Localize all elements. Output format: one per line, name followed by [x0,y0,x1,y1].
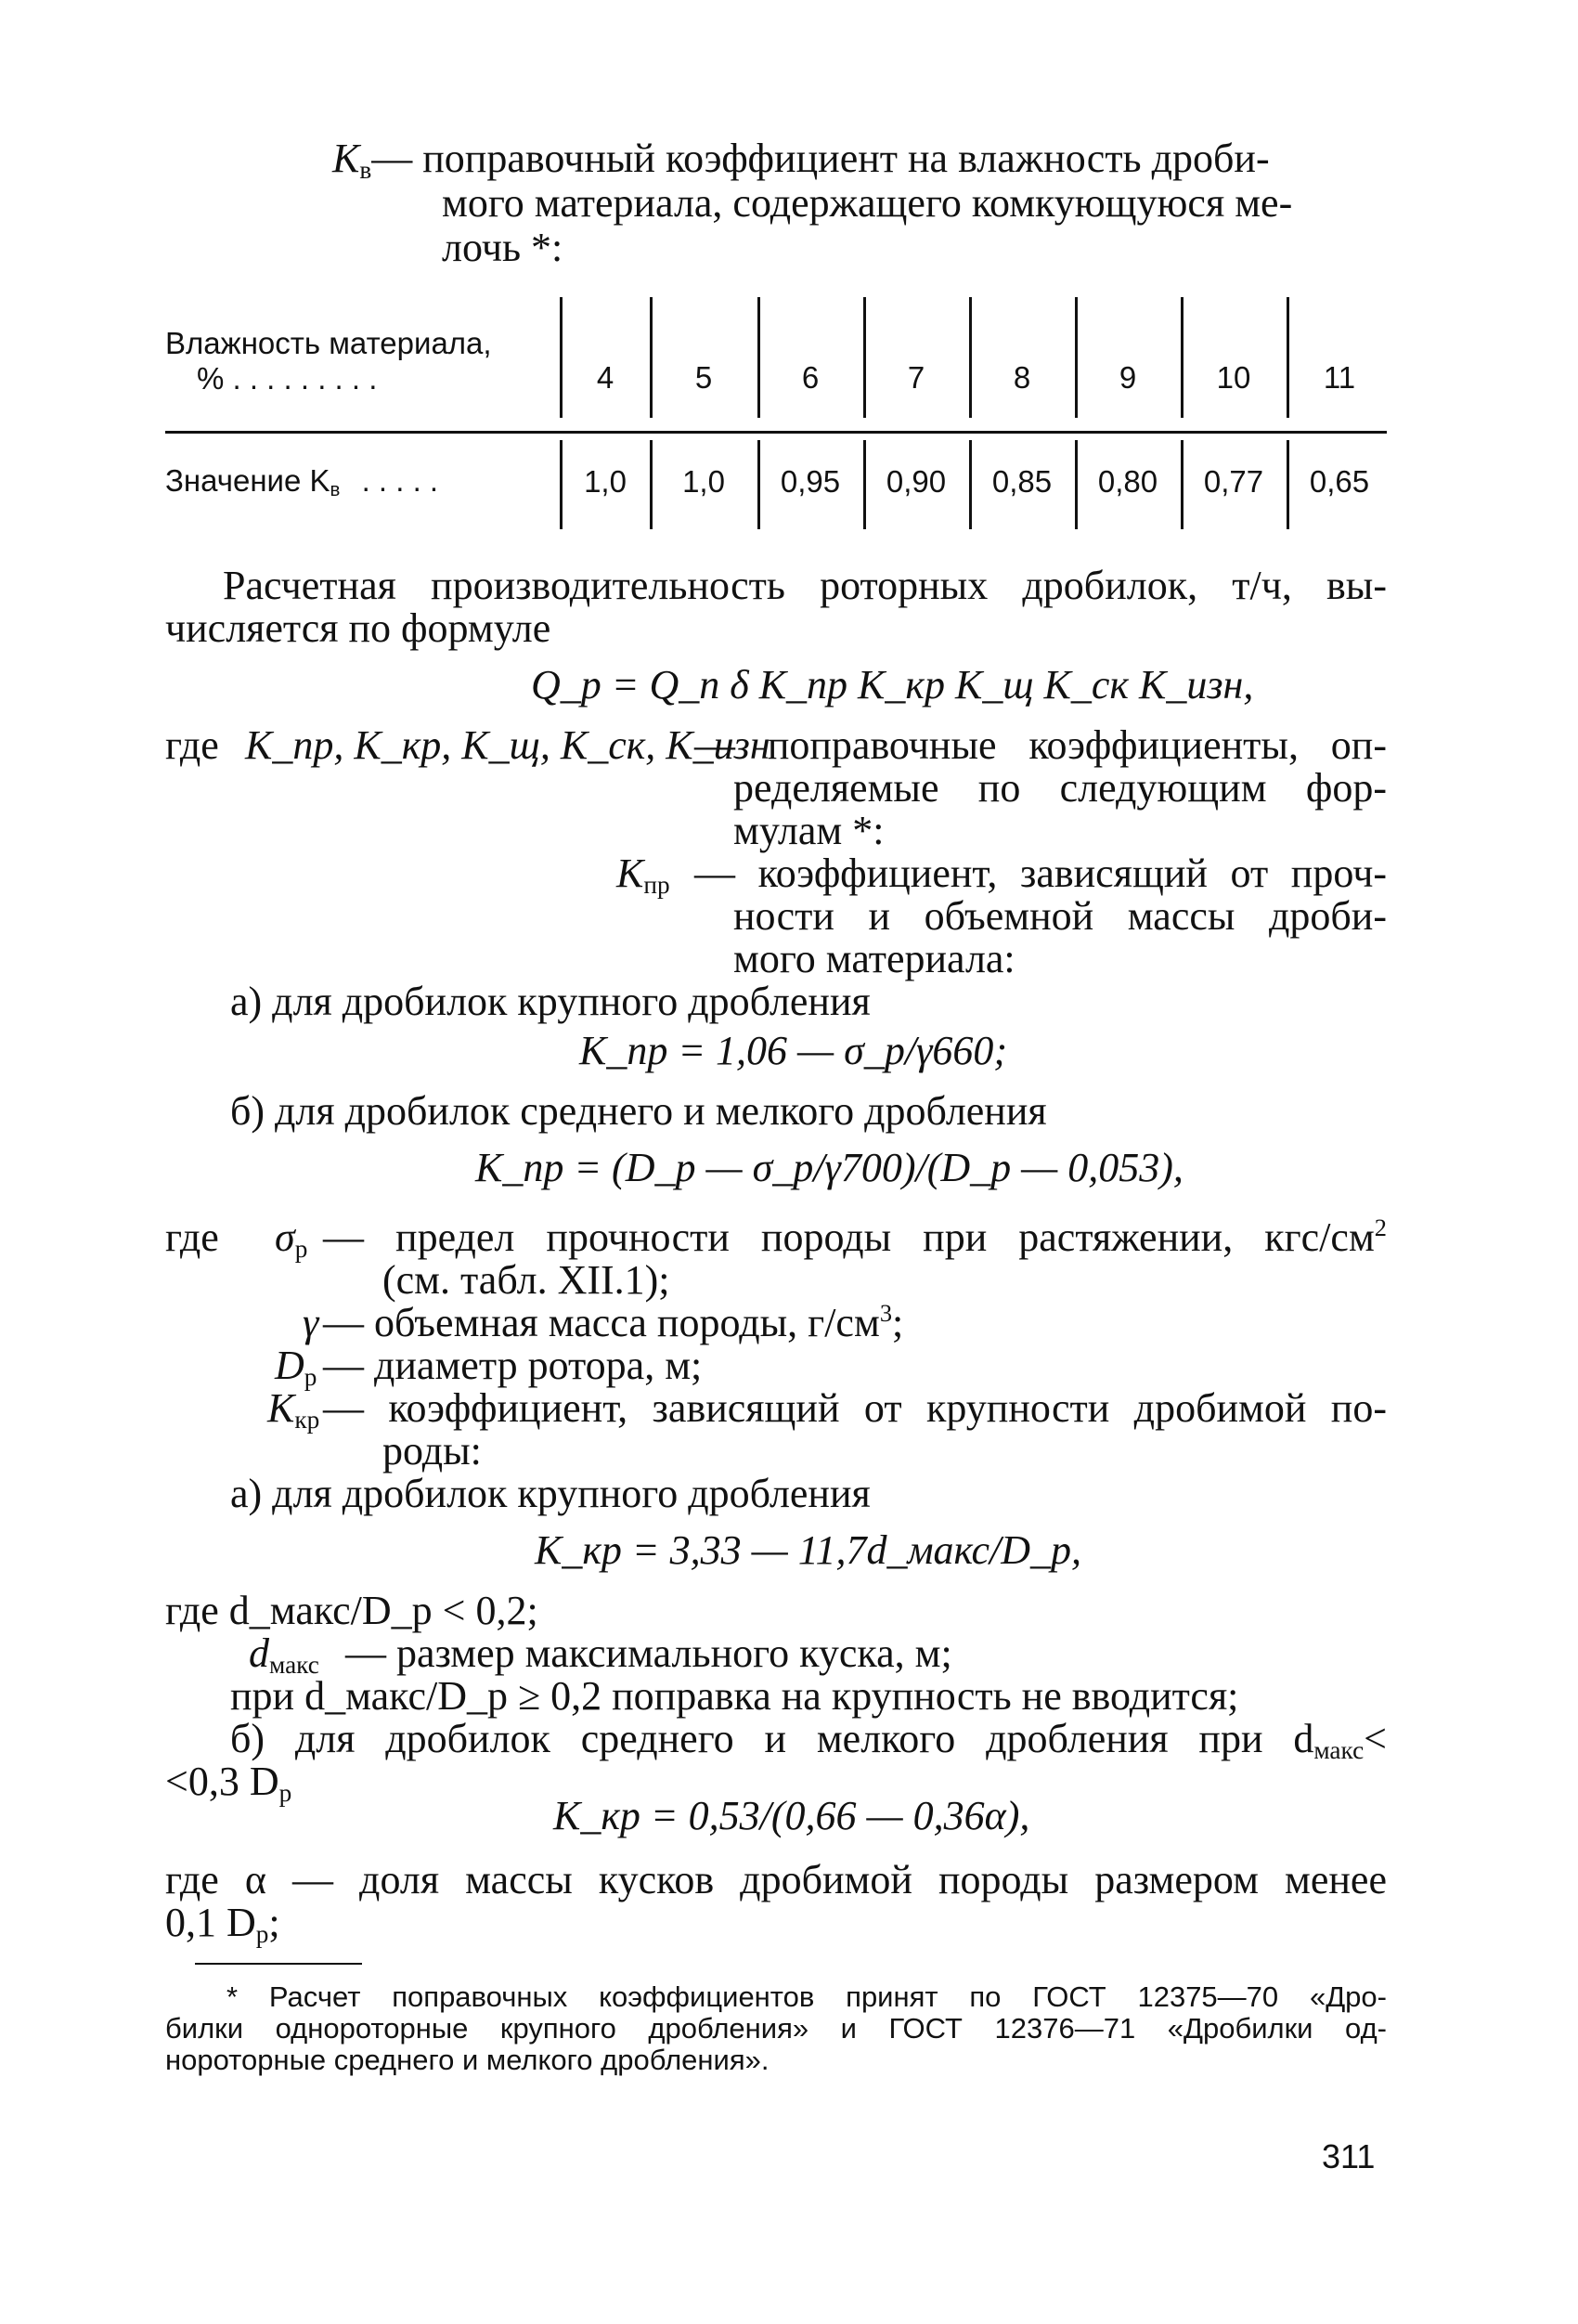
where1-line-2: ределяемые по следующим фор- [733,765,1387,811]
para1-line-1: Расчетная производительность роторных дробилок, т/ч, вы- [223,563,1387,608]
kkr-line-1: — коэффициент, зависящий от крупности дробимой по- [323,1385,1387,1431]
table-row2-label: Значение $K_в$ . . . . . [165,463,439,501]
footnote-rule [195,1963,362,1965]
where1-prefix: где [165,722,219,768]
kpr-def-line-3: мого материала: [733,936,1015,981]
formula-kpr-medium: K_пр = (D_р — σ_р/γ700)/(D_р — 0,053), [475,1145,1184,1190]
page-number: 311 [1322,2137,1376,2175]
moisture-cell: 11 [1323,360,1356,395]
dp-symbol: $D_р$ [275,1343,317,1391]
case-a1: а) для дробилок крупного дробления [230,979,871,1024]
gamma-line: — объемная масса породы, $г/см^3$; [323,1299,904,1345]
kv-value-cell: 0,90 [886,464,947,499]
moisture-cell: 5 [694,360,713,395]
table-col-divider [1181,297,1184,418]
intro-line-1: $K_в—$ поправочный коэффициент на влажность дроби- [332,136,1270,184]
sigma-line-2: (см. табл. XII.1); [382,1257,670,1303]
kv-value-cell: 0,85 [991,464,1053,499]
kv-value-cell: 1,0 [682,464,725,499]
kkr-symbol: $K_{кр}$ [267,1385,320,1434]
formula-qp: Q_р = Q_п δ K_пр K_кр K_щ K_ск K_изн, [531,662,1254,708]
table-col-divider [969,297,972,418]
intro-line-3: лочь *: [442,225,563,270]
moisture-cell: 8 [1013,360,1031,395]
table-col-divider [560,297,563,418]
where3-line-2: — размер максимального куска, м; [345,1630,952,1676]
case-a2: а) для дробилок крупного дробления [230,1471,871,1516]
footnote-line-2: билки однороторные крупного дробления» и ГОСТ 12376—71 «Дробилки од- [165,2012,1387,2045]
intro-text-1: — поправочный коэффициент на влажность дроби- [371,136,1270,181]
table-col-divider [863,297,866,418]
kpr-def-line-1: — коэффициент, зависящий от проч- [694,850,1387,896]
where3-line-5: <0,3 $D_р$ [165,1759,292,1807]
sigma-symbol: $\sigma_р$ [275,1214,308,1263]
moisture-cell: 7 [907,360,925,395]
table-row1-label-b: % . . . . . . . . . [197,361,378,396]
kv-value-cell: 0,77 [1203,464,1264,499]
kv-value-cell: 0,65 [1309,464,1370,499]
where2-prefix: где [165,1214,219,1260]
kv-value-cell: 1,0 [584,464,627,499]
moisture-cell: 4 [596,360,614,395]
kv-symbol: K [332,136,360,181]
table-separator [165,431,1387,434]
where1-line-1: — поправочные коэффициенты, оп- [694,722,1387,768]
where3-line-3: при d_макс/D_р ≥ 0,2 поправка на крупность не вводится; [230,1673,1239,1719]
where3-line-1: где d_макс/D_р < 0,2; [165,1588,538,1633]
para1-line-2: числяется по формуле [165,605,551,651]
moisture-cell: 10 [1216,360,1251,395]
moisture-cell: 9 [1119,360,1137,395]
kv-value-cell: 0,80 [1097,464,1158,499]
footnote-line-3: нороторные среднего и мелкого дробления». [165,2044,770,2076]
formula-kpr-coarse: K_пр = 1,06 — σ_р/γ660; [579,1028,1008,1073]
gamma-symbol: γ [303,1300,319,1345]
where1-list: K_пр, K_кр, K_щ, K_ск, K_изн [245,722,770,768]
table-row1-label-a: Влажность материала, [165,326,492,360]
footnote-line-1: * Расчет поправочных коэффициентов принят по ГОСТ 12375—70 «Дро- [226,1980,1387,2013]
case-b1: б) для дробилок среднего и мелкого дробления [230,1088,1047,1134]
kkr-line-2: роды: [382,1428,482,1474]
where3-line-4: б) для дробилок среднего и мелкого дробления при $d_{макс}<$ [230,1716,1387,1764]
dp-line: — диаметр ротора, м; [323,1343,703,1388]
where4-line-2: 0,1 $D_р$; [165,1900,280,1948]
table-col-divider [1075,297,1078,418]
moisture-cell: 6 [801,360,820,395]
formula-kkr-medium: K_кр = 0,53/(0,66 — 0,36α), [553,1793,1030,1838]
where1-line-3: мулам *: [733,808,885,853]
kpr-def-line-2: ности и объемной массы дроби- [733,893,1387,939]
where4-line-1: где α — доля массы кусков дробимой породы размером менее [165,1857,1387,1902]
table-col-divider [757,297,760,418]
kv-value-cell: 0,95 [780,464,841,499]
sigma-line-1: — предел прочности породы при растяжении, кгс/$см^2$ [323,1214,1387,1260]
table-col-divider [650,297,653,418]
intro-line-2: мого материала, содержащего комкующуюся ме- [442,180,1293,226]
kpr-symbol: $K_{пр}$ [616,850,670,899]
table-col-divider [1287,297,1289,418]
formula-kkr-coarse: K_кр = 3,33 — 11,7d_макс/D_р, [535,1527,1081,1573]
dmax-symbol: $d_{макс}$ [249,1630,319,1679]
